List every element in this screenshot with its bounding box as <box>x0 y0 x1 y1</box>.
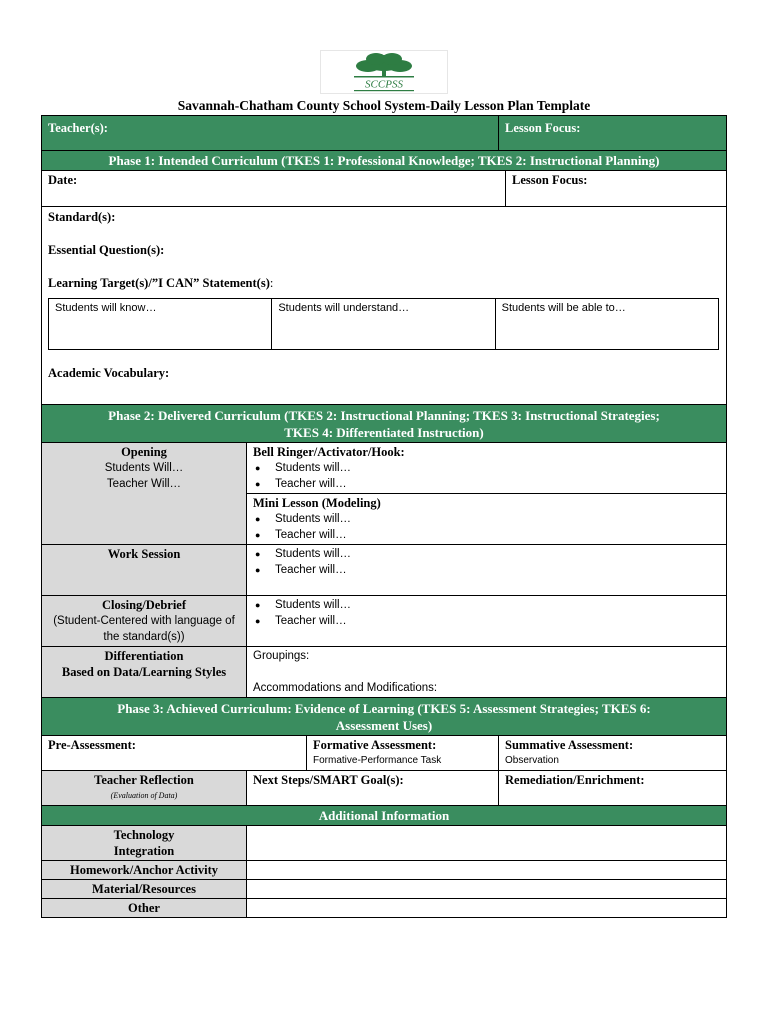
next-steps-field[interactable]: Next Steps/SMART Goal(s): <box>247 771 499 806</box>
bell-ringer-cell[interactable]: Bell Ringer/Activator/Hook: ● Students will… ● Teacher will… <box>247 443 727 494</box>
differentiation-cell[interactable]: Groupings: Accommodations and Modifications: <box>247 647 727 698</box>
phase2-heading: Phase 2: Delivered Curriculum (TKES 2: Instructional Planning; TKES 3: Instructional Strategies; TKES 4: Differentiated Instruction) <box>42 405 727 443</box>
students-will-be-able-cell[interactable]: Students will be able to… <box>495 299 718 350</box>
technology-label-cell: Technology Integration <box>42 826 247 861</box>
document-title: Savannah-Chatham County School System-Daily Lesson Plan Template <box>177 98 591 113</box>
other-label-cell: Other <box>42 899 247 918</box>
students-will-understand-cell[interactable]: Students will understand… <box>272 299 495 350</box>
phase1-body: Standard(s): Essential Question(s): Learning Target(s)/”I CAN” Statement(s): Students will know… Students will understand… Students will be able to… Academic Vocabulary: <box>42 207 727 405</box>
essential-question-label[interactable]: Essential Question(s): <box>48 243 165 257</box>
list-item: ● Teacher will… <box>253 527 720 543</box>
teacher-reflection-label-cell: Teacher Reflection (Evaluation of Data) <box>42 771 247 806</box>
closing-cell[interactable] <box>247 596 727 647</box>
academic-vocabulary-label[interactable]: Academic Vocabulary: <box>48 366 170 380</box>
list-item: ● Teacher will… <box>253 562 720 578</box>
lesson-focus-header-field[interactable]: Lesson Focus: <box>499 116 727 151</box>
header-row <box>42 116 727 151</box>
lesson-focus-field[interactable]: Lesson Focus: <box>506 171 727 207</box>
list-item: ● Students will… <box>253 460 720 476</box>
additional-info-heading: Additional Information <box>42 806 727 826</box>
work-session-cell[interactable] <box>247 545 727 596</box>
technology-field[interactable] <box>247 826 727 861</box>
sccpss-logo <box>320 50 448 94</box>
lesson-plan-table <box>41 115 727 918</box>
work-session-label-cell: Work Session <box>42 545 247 596</box>
remediation-field[interactable]: Remediation/Enrichment: <box>499 771 727 806</box>
list-item: ● Students will… <box>253 546 720 562</box>
formative-assessment-field[interactable]: Formative Assessment: Formative-Performance Task <box>307 736 499 771</box>
other-field[interactable] <box>247 899 727 918</box>
differentiation-label-cell: Differentiation Based on Data/Learning Styles <box>42 647 247 698</box>
teachers-field[interactable]: Teacher(s): <box>42 116 499 151</box>
date-field[interactable]: Date: <box>42 171 506 207</box>
list-item: ● Students will… <box>253 597 720 613</box>
students-will-know-cell[interactable]: Students will know… <box>49 299 272 350</box>
learning-target-label[interactable]: Learning Target(s)/”I CAN” Statement(s) <box>48 276 270 290</box>
learning-target-grid <box>48 298 719 350</box>
pre-assessment-field[interactable]: Pre-Assessment: <box>42 736 307 771</box>
phase1-heading: Phase 1: Intended Curriculum (TKES 1: Professional Knowledge; TKES 2: Instructional Planning) <box>42 151 727 171</box>
svg-text:SCCPSS: SCCPSS <box>365 78 403 91</box>
phase3-heading: Phase 3: Achieved Curriculum: Evidence of Learning (TKES 5: Assessment Strategies; TKES 6: Assessment Uses) <box>42 698 727 736</box>
mini-lesson-cell[interactable]: Mini Lesson (Modeling) ● Students will… ● Teacher will… <box>247 494 727 545</box>
list-item: ● Students will… <box>253 511 720 527</box>
opening-label-cell: Opening Students Will… Teacher Will… <box>42 443 247 545</box>
closing-label-cell: Closing/Debrief (Student-Centered with language of the standard(s)) <box>42 596 247 647</box>
material-label-cell: Material/Resources <box>42 880 247 899</box>
list-item: ● Teacher will… <box>253 476 720 492</box>
standards-label[interactable]: Standard(s): <box>48 210 116 224</box>
list-item: ● Teacher will… <box>253 613 720 629</box>
material-field[interactable] <box>247 880 727 899</box>
summative-assessment-field[interactable]: Summative Assessment: Observation <box>499 736 727 771</box>
homework-label-cell: Homework/Anchor Activity <box>42 861 247 880</box>
homework-field[interactable] <box>247 861 727 880</box>
